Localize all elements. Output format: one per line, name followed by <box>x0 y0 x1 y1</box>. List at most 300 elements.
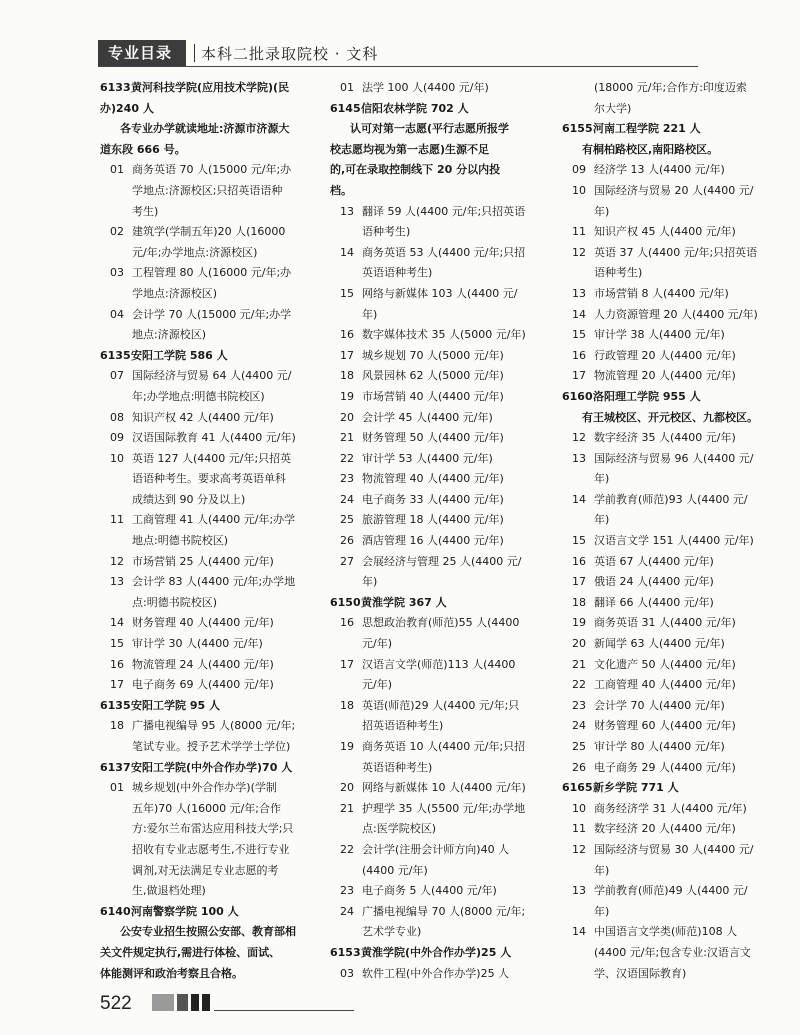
major-text: 数字经济 20 人(4400 元/年) <box>594 822 736 836</box>
school-name: 安阳工学院 586 人 <box>131 348 228 362</box>
major-text: 物流管理 20 人(4400 元/年) <box>594 369 736 383</box>
school-entry <box>562 119 776 140</box>
school-code: 6137 <box>100 760 131 774</box>
major-entry <box>562 552 776 573</box>
major-code: 16 <box>572 348 586 362</box>
major-entry <box>100 778 314 799</box>
major-code: 04 <box>110 307 124 321</box>
major-entry <box>562 449 776 470</box>
major-code: 20 <box>572 637 586 651</box>
major-continuation <box>100 840 314 861</box>
major-entry <box>100 634 314 655</box>
major-text: 点:医学院校区) <box>362 822 436 836</box>
major-text: 学地点:济源校区;只招英语语种 <box>132 183 283 197</box>
major-code: 01 <box>110 163 124 177</box>
major-code: 17 <box>572 575 586 589</box>
major-entry <box>562 531 776 552</box>
major-continuation <box>330 263 544 284</box>
major-text: 艺术学专业) <box>362 925 422 939</box>
major-code: 16 <box>572 554 586 568</box>
major-text: 翻译 59 人(4400 元/年;只招英语 <box>362 204 526 218</box>
major-code: 22 <box>572 678 586 692</box>
school-entry <box>100 78 314 99</box>
major-code: 01 <box>110 781 124 795</box>
major-code: 17 <box>340 657 354 671</box>
major-continuation <box>330 819 544 840</box>
major-code: 12 <box>572 431 586 445</box>
major-continuation <box>330 716 544 737</box>
major-code: 19 <box>572 616 586 630</box>
major-text: 汉语言文学(师范)113 人(4400 <box>362 657 516 671</box>
major-entry <box>562 160 776 181</box>
major-entry <box>562 696 776 717</box>
major-continuation <box>562 202 776 223</box>
major-entry <box>562 490 776 511</box>
major-text: 方:爱尔兰布雷达应用科技大学;只 <box>132 822 294 836</box>
major-code: 23 <box>340 884 354 898</box>
major-entry <box>100 222 314 243</box>
major-code: 01 <box>340 81 354 94</box>
major-code: 08 <box>110 410 124 424</box>
major-code: 02 <box>110 225 124 239</box>
major-text: 财务管理 40 人(4400 元/年) <box>132 616 274 630</box>
major-entry <box>100 613 314 634</box>
major-text: 翻译 66 人(4400 元/年) <box>594 595 714 609</box>
major-code: 20 <box>340 781 354 795</box>
major-text: 商务经济学 31 人(4400 元/年) <box>594 801 747 815</box>
school-code: 6135 <box>100 348 131 362</box>
major-text: 护理学 35 人(5500 元/年;办学地 <box>362 801 526 815</box>
major-continuation <box>330 758 544 779</box>
major-continuation <box>100 181 314 202</box>
major-text: 国际经济与贸易 30 人(4400 元/ <box>594 842 754 856</box>
major-text: 会计学 83 人(4400 元/年;办学地 <box>132 575 296 589</box>
major-entry <box>562 758 776 779</box>
major-continuation <box>100 737 314 758</box>
major-text: 年) <box>362 575 378 589</box>
school-note: 认可对第一志愿(平行志愿所报学 <box>350 122 510 136</box>
major-code: 12 <box>572 842 586 856</box>
major-entry <box>330 78 544 99</box>
school-code: 6155 <box>562 122 593 136</box>
column-3 <box>562 78 776 984</box>
major-text: 会计学 70 人(4400 元/年) <box>594 698 725 712</box>
major-code: 19 <box>340 740 354 753</box>
major-entry <box>330 902 544 923</box>
school-code: 6135 <box>100 698 131 712</box>
major-text: 国际经济与贸易 20 人(4400 元/ <box>594 183 754 197</box>
school-note-continuation: 档。 <box>330 183 352 197</box>
major-text: 英语语种考生) <box>362 266 433 280</box>
school-entry <box>562 778 776 799</box>
major-text: 考生) <box>132 204 159 218</box>
major-entry <box>100 572 314 593</box>
major-code: 18 <box>110 719 124 733</box>
major-continuation <box>330 222 544 243</box>
major-code: 14 <box>572 307 586 321</box>
major-entry <box>100 160 314 181</box>
major-continuation <box>562 964 776 985</box>
major-entry <box>100 655 314 676</box>
major-text: 成绩达到 90 分及以上) <box>132 492 246 506</box>
school-note-continuation: 道东段 666 号。 <box>100 142 186 156</box>
major-text: 风景园林 62 人(5000 元/年) <box>362 369 504 383</box>
major-entry <box>330 881 544 902</box>
major-entry <box>562 284 776 305</box>
major-continuation <box>562 861 776 882</box>
major-entry <box>330 531 544 552</box>
major-text: 英语 67 人(4400 元/年) <box>594 554 714 568</box>
major-entry <box>330 655 544 676</box>
major-continuation <box>100 881 314 902</box>
major-text: 商务英语 53 人(4400 元/年;只招 <box>362 245 526 259</box>
major-entry <box>562 222 776 243</box>
major-text: 年) <box>594 204 610 218</box>
major-entry <box>100 263 314 284</box>
major-code: 12 <box>110 554 124 568</box>
major-text: 商务英语 70 人(15000 元/年;办 <box>132 163 292 177</box>
major-entry <box>330 366 544 387</box>
major-text: 工商管理 40 人(4400 元/年) <box>594 678 736 692</box>
major-text: 年) <box>594 863 610 877</box>
major-entry <box>330 387 544 408</box>
school-code: 6153 <box>330 945 361 959</box>
major-text: 经济学 13 人(4400 元/年) <box>594 163 725 177</box>
major-code: 18 <box>572 595 586 609</box>
major-entry <box>562 243 776 264</box>
major-continuation <box>330 305 544 326</box>
school-entry <box>100 696 314 717</box>
major-entry <box>330 964 544 985</box>
major-entry <box>562 366 776 387</box>
major-code: 23 <box>340 472 354 486</box>
major-entry <box>330 449 544 470</box>
major-text: 学、汉语国际教育) <box>594 966 687 980</box>
school-note-continuation: 关文件规定执行,需进行体检、面试、 <box>100 945 281 959</box>
major-entry <box>562 819 776 840</box>
major-code: 15 <box>572 534 586 548</box>
major-text: 电子商务 29 人(4400 元/年) <box>594 760 736 774</box>
major-text: 会展经济与管理 25 人(4400 元/ <box>362 554 522 568</box>
major-text: 知识产权 45 人(4400 元/年) <box>594 225 736 239</box>
major-text: 法学 100 人(4400 元/年) <box>362 81 489 94</box>
major-code: 09 <box>110 431 124 445</box>
major-entry <box>562 655 776 676</box>
school-note-continuation: 的,可在录取控制线下 20 分以内投 <box>330 163 501 177</box>
major-code: 24 <box>340 904 354 918</box>
major-text: 网络与新媒体 10 人(4400 元/年) <box>362 781 526 795</box>
major-text: 年) <box>594 513 610 527</box>
major-text: 市场营销 8 人(4400 元/年) <box>594 286 729 300</box>
major-entry <box>330 737 544 758</box>
major-entry <box>562 181 776 202</box>
major-entry <box>562 675 776 696</box>
major-entry <box>100 305 314 326</box>
major-entry <box>562 799 776 820</box>
major-continuation <box>562 469 776 490</box>
major-entry <box>562 346 776 367</box>
major-code: 13 <box>572 884 586 898</box>
major-continuation <box>562 99 776 120</box>
school-name: 安阳工学院 95 人 <box>131 698 220 712</box>
major-text: 汉语国际教育 41 人(4400 元/年) <box>132 431 296 445</box>
major-entry <box>100 366 314 387</box>
major-entry <box>330 490 544 511</box>
major-entry <box>100 675 314 696</box>
column-2 <box>330 78 544 984</box>
major-text: 城乡规划 70 人(5000 元/年) <box>362 348 504 362</box>
school-entry <box>100 346 314 367</box>
major-text: (4400 元/年) <box>362 863 428 877</box>
major-entry <box>330 696 544 717</box>
major-continuation <box>100 861 314 882</box>
major-text: 财务管理 50 人(4400 元/年) <box>362 431 504 445</box>
school-name: 新乡学院 771 人 <box>593 781 679 795</box>
school-name: 河南警察学院 100 人 <box>131 904 239 918</box>
major-text: 审计学 38 人(4400 元/年) <box>594 328 725 342</box>
major-code: 03 <box>110 266 124 280</box>
major-code: 25 <box>572 740 586 753</box>
page-number: 522 <box>100 993 132 1014</box>
major-entry <box>330 408 544 429</box>
major-continuation <box>100 593 314 614</box>
major-entry <box>330 325 544 346</box>
major-entry <box>330 613 544 634</box>
major-code: 07 <box>110 369 124 383</box>
major-continuation <box>100 387 314 408</box>
major-entry <box>562 716 776 737</box>
footer-bar <box>202 994 210 1011</box>
school-note-continuation: 校志愿均视为第一志愿)生源不足 <box>330 142 490 156</box>
major-entry <box>330 469 544 490</box>
major-code: 15 <box>340 286 354 300</box>
school-code: 6150 <box>330 595 361 609</box>
school-code: 6165 <box>562 781 593 795</box>
major-text: 数字经济 35 人(4400 元/年) <box>594 431 736 445</box>
major-code: 18 <box>340 698 354 712</box>
major-text: 学前教育(师范)49 人(4400 元/ <box>594 884 748 898</box>
section-header <box>98 40 378 66</box>
major-text: 年) <box>594 472 610 486</box>
major-code: 17 <box>340 348 354 362</box>
major-continuation <box>562 263 776 284</box>
major-text: 会计学 70 人(15000 元/年;办学 <box>132 307 292 321</box>
major-entry <box>100 716 314 737</box>
major-code: 14 <box>572 925 586 939</box>
major-code: 20 <box>340 410 354 424</box>
major-code: 12 <box>572 245 586 259</box>
major-code: 23 <box>572 698 586 712</box>
school-entry <box>330 99 544 120</box>
major-code: 26 <box>572 760 586 774</box>
major-code: 11 <box>572 225 586 239</box>
major-entry <box>562 428 776 449</box>
major-continuation <box>330 572 544 593</box>
school-name: 黄淮学院(中外合作办学)25 人 <box>361 945 512 959</box>
major-entry <box>562 737 776 758</box>
major-code: 13 <box>572 286 586 300</box>
major-entry <box>562 634 776 655</box>
major-text: 审计学 53 人(4400 元/年) <box>362 451 493 465</box>
major-text: 调剂,对无法满足专业志愿的考 <box>132 863 279 877</box>
major-entry <box>330 510 544 531</box>
major-text: 中国语言文学类(师范)108 人 <box>594 925 738 939</box>
major-text: (4400 元/年;包含专业:汉语言文 <box>594 945 751 959</box>
major-text: 广播电视编导 95 人(8000 元/年; <box>132 719 296 733</box>
major-text: 网络与新媒体 103 人(4400 元/ <box>362 286 518 300</box>
major-entry <box>330 778 544 799</box>
school-note: 有桐柏路校区,南阳路校区。 <box>582 142 719 156</box>
major-continuation <box>100 202 314 223</box>
major-text: 语种考生) <box>362 225 411 239</box>
major-text: 元/年) <box>362 637 392 651</box>
school-note: 各专业办学就读地址:济源市济源大 <box>120 122 290 136</box>
major-code: 24 <box>340 492 354 506</box>
major-text: 数字媒体技术 35 人(5000 元/年) <box>362 328 526 342</box>
section-subtitle: 本科二批录取院校 · 文科 <box>201 44 379 63</box>
major-text: 语种考生) <box>594 266 643 280</box>
major-continuation <box>330 861 544 882</box>
major-entry <box>330 346 544 367</box>
header-divider <box>194 44 195 62</box>
major-code: 10 <box>572 183 586 197</box>
school-entry <box>330 943 544 964</box>
major-code: 26 <box>340 534 354 548</box>
major-text: 生,做退档处理) <box>132 884 206 898</box>
major-text: 商务英语 10 人(4400 元/年;只招 <box>362 740 526 753</box>
major-code: 09 <box>572 163 586 177</box>
major-continuation <box>330 675 544 696</box>
major-text: (18000 元/年;合作方:印度迈索 <box>594 81 747 94</box>
major-text: 电子商务 69 人(4400 元/年) <box>132 678 274 692</box>
footer-bar <box>177 994 188 1011</box>
major-entry <box>100 552 314 573</box>
major-text: 旅游管理 18 人(4400 元/年) <box>362 513 504 527</box>
major-text: 广播电视编导 70 人(8000 元/年; <box>362 904 526 918</box>
major-code: 21 <box>340 801 354 815</box>
major-code: 11 <box>110 513 124 527</box>
major-code: 13 <box>340 204 354 218</box>
major-text: 英语 127 人(4400 元/年;只招英 <box>132 451 292 465</box>
footer-bar <box>191 994 199 1011</box>
major-text: 会计学(注册会计师方向)40 人 <box>362 842 510 856</box>
major-code: 14 <box>110 616 124 630</box>
major-entry <box>100 449 314 470</box>
major-text: 学前教育(师范)93 人(4400 元/ <box>594 492 748 506</box>
major-text: 财务管理 60 人(4400 元/年) <box>594 719 736 733</box>
major-text: 元/年) <box>362 678 392 692</box>
major-text: 行政管理 20 人(4400 元/年) <box>594 348 736 362</box>
major-code: 03 <box>340 966 354 980</box>
major-text: 英语(师范)29 人(4400 元/年;只 <box>362 698 520 712</box>
major-code: 17 <box>572 369 586 383</box>
major-code: 21 <box>572 657 586 671</box>
school-name: 信阳农林学院 702 人 <box>361 101 469 115</box>
major-code: 27 <box>340 554 354 568</box>
major-text: 物流管理 24 人(4400 元/年) <box>132 657 274 671</box>
major-text: 人力资源管理 20 人(4400 元/年) <box>594 307 758 321</box>
major-text: 招收有专业志愿考生,不进行专业 <box>132 842 290 856</box>
major-text: 汉语言文学 151 人(4400 元/年) <box>594 534 754 548</box>
major-text: 酒店管理 16 人(4400 元/年) <box>362 534 504 548</box>
school-entry <box>100 758 314 779</box>
school-note-continuation: 体能测评和政治考察且合格。 <box>100 966 243 980</box>
major-code: 24 <box>572 719 586 733</box>
major-entry <box>562 613 776 634</box>
major-code: 14 <box>340 245 354 259</box>
school-entry <box>100 902 314 923</box>
major-continuation <box>100 531 314 552</box>
major-entry <box>562 572 776 593</box>
school-entry <box>330 593 544 614</box>
major-text: 笔试专业。授予艺术学学士学位) <box>132 740 291 753</box>
major-text: 物流管理 40 人(4400 元/年) <box>362 472 504 486</box>
major-text: 工程管理 80 人(16000 元/年;办 <box>132 266 292 280</box>
major-text: 年) <box>362 307 378 321</box>
major-text: 软件工程(中外合作办学)25 人 <box>362 966 510 980</box>
major-entry <box>330 552 544 573</box>
major-code: 10 <box>572 801 586 815</box>
major-text: 点:明德书院校区) <box>132 595 217 609</box>
school-name: 黄河科技学院(应用技术学院)(民 <box>131 81 290 94</box>
major-text: 地点:明德书院校区) <box>132 534 228 548</box>
major-continuation <box>100 799 314 820</box>
major-code: 21 <box>340 431 354 445</box>
major-text: 知识产权 42 人(4400 元/年) <box>132 410 274 424</box>
major-continuation <box>562 510 776 531</box>
major-text: 电子商务 33 人(4400 元/年) <box>362 492 504 506</box>
school-code: 6133 <box>100 81 131 94</box>
major-text: 工商管理 41 人(4400 元/年;办学 <box>132 513 296 527</box>
major-entry <box>562 840 776 861</box>
major-continuation <box>330 922 544 943</box>
major-code: 16 <box>340 616 354 630</box>
major-text: 审计学 30 人(4400 元/年) <box>132 637 263 651</box>
major-code: 10 <box>110 451 124 465</box>
major-code: 25 <box>340 513 354 527</box>
major-code: 11 <box>572 822 586 836</box>
major-code: 16 <box>110 657 124 671</box>
school-note-continuation: 办)240 人 <box>100 101 154 115</box>
major-text: 审计学 80 人(4400 元/年) <box>594 740 725 753</box>
school-note: 公安专业招生按照公安部、教育部相 <box>120 925 296 939</box>
major-continuation <box>100 819 314 840</box>
major-text: 国际经济与贸易 64 人(4400 元/ <box>132 369 292 383</box>
major-entry <box>100 408 314 429</box>
major-text: 学地点:济源校区) <box>132 286 217 300</box>
column-1 <box>100 78 314 984</box>
major-code: 15 <box>110 637 124 651</box>
major-text: 元/年;办学地点:济源校区) <box>132 245 258 259</box>
major-text: 市场营销 40 人(4400 元/年) <box>362 389 504 403</box>
major-code: 13 <box>110 575 124 589</box>
major-continuation <box>100 469 314 490</box>
major-entry <box>562 305 776 326</box>
major-code: 18 <box>340 369 354 383</box>
header-rule <box>98 66 698 67</box>
school-name: 黄淮学院 367 人 <box>361 595 447 609</box>
major-text: 国际经济与贸易 96 人(4400 元/ <box>594 451 754 465</box>
major-text: 思想政治教育(师范)55 人(4400 <box>362 616 520 630</box>
major-entry <box>330 284 544 305</box>
major-text: 英语 37 人(4400 元/年;只招英语 <box>594 245 758 259</box>
school-code: 6140 <box>100 904 131 918</box>
major-entry <box>330 840 544 861</box>
major-text: 商务英语 31 人(4400 元/年) <box>594 616 736 630</box>
major-entry <box>562 325 776 346</box>
major-text: 英语语种考生) <box>362 760 433 774</box>
major-continuation <box>100 490 314 511</box>
